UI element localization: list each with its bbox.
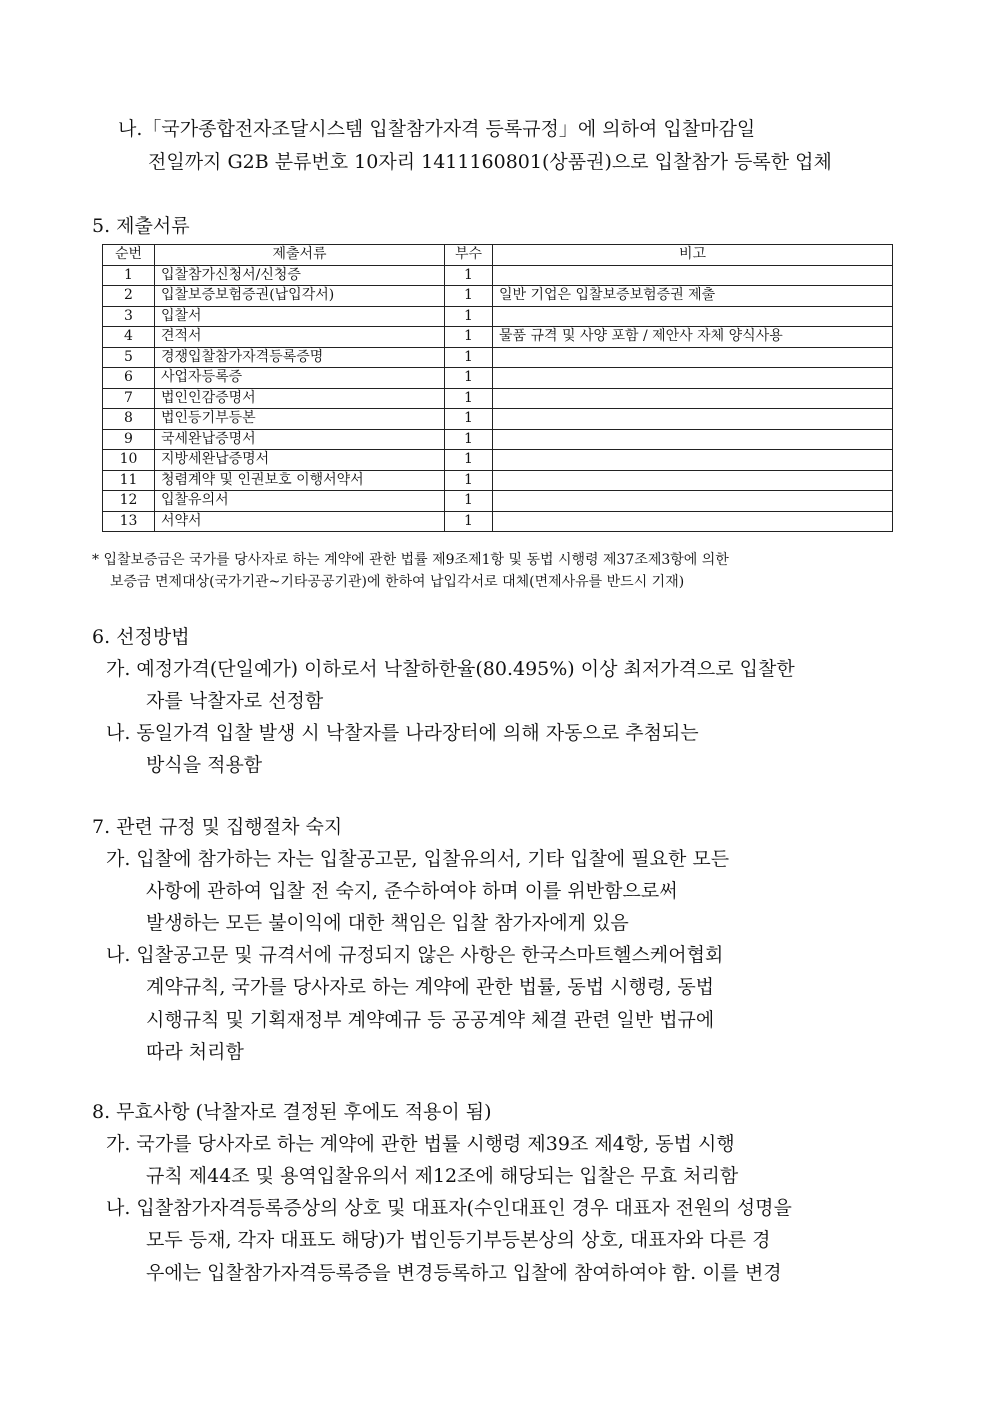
- row-remarks: [493, 306, 893, 327]
- row-copies: 1: [445, 511, 493, 532]
- header-copies: 부수: [445, 245, 493, 266]
- section-7-item-b-line-3: 시행규칙 및 기획재정부 계약예규 등 공공계약 체결 관련 일반 법규에: [146, 1009, 715, 1031]
- section-6-item-a-line-2: 자를 낙찰자로 선정함: [146, 690, 324, 712]
- table-row: [103, 265, 893, 286]
- section-5-title: 5. 제출서류: [92, 215, 190, 237]
- row-copies: 1: [445, 327, 493, 348]
- table-row: [103, 409, 893, 430]
- row-no: 9: [103, 429, 155, 450]
- row-copies: 1: [445, 491, 493, 512]
- header-no: 순번: [103, 245, 155, 266]
- row-remarks: 일반 기업은 입찰보증보험증권 제출: [493, 286, 893, 307]
- row-document: 청렴계약 및 인권보호 이행서약서: [155, 470, 445, 491]
- row-copies: 1: [445, 409, 493, 430]
- table-row: [103, 388, 893, 409]
- table-row: [103, 491, 893, 512]
- row-remarks: [493, 450, 893, 471]
- row-no: 5: [103, 347, 155, 368]
- row-document: 견적서: [155, 327, 445, 348]
- row-copies: 1: [445, 347, 493, 368]
- row-copies: 1: [445, 265, 493, 286]
- header-document: 제출서류: [155, 245, 445, 266]
- submission-documents-table: [102, 244, 893, 532]
- table-row: [103, 511, 893, 532]
- section-6-title: 6. 선정방법: [92, 626, 190, 648]
- row-no: 8: [103, 409, 155, 430]
- table-row: [103, 306, 893, 327]
- row-document: 경쟁입찰참가자격등록증명: [155, 347, 445, 368]
- row-no: 12: [103, 491, 155, 512]
- table-row: [103, 368, 893, 389]
- row-no: 7: [103, 388, 155, 409]
- row-copies: 1: [445, 286, 493, 307]
- row-remarks: 물품 규격 및 사양 포함 / 제안사 자체 양식사용: [493, 327, 893, 348]
- row-document: 서약서: [155, 511, 445, 532]
- intro-line-1: 나.「국가종합전자조달시스템 입찰참가자격 등록규정」에 의하여 입찰마감일: [118, 118, 756, 140]
- section-8-item-b-line-3: 우에는 입찰참가자격등록증을 변경등록하고 입찰에 참여하여야 함. 이를 변경: [146, 1262, 782, 1284]
- row-document: 입찰보증보험증권(납입각서): [155, 286, 445, 307]
- table-row: [103, 286, 893, 307]
- row-copies: 1: [445, 306, 493, 327]
- table-row: [103, 470, 893, 491]
- header-remarks: 비고: [493, 245, 893, 266]
- section-8-item-a-line-1: 가. 국가를 당사자로 하는 계약에 관한 법률 시행령 제39조 제4항, 동법 시행: [106, 1133, 735, 1155]
- section-7-item-a-line-3: 발생하는 모든 불이익에 대한 책임은 입찰 참가자에게 있음: [146, 912, 629, 934]
- section-6-item-b-line-1: 나. 동일가격 입찰 발생 시 낙찰자를 나라장터에 의해 자동으로 추첨되는: [106, 722, 699, 744]
- table-row: [103, 450, 893, 471]
- row-document: 사업자등록증: [155, 368, 445, 389]
- section-7-item-b-line-1: 나. 입찰공고문 및 규격서에 규정되지 않은 사항은 한국스마트헬스케어협회: [106, 944, 724, 966]
- row-no: 1: [103, 265, 155, 286]
- row-document: 법인등기부등본: [155, 409, 445, 430]
- row-no: 4: [103, 327, 155, 348]
- row-remarks: [493, 470, 893, 491]
- section-6-item-a-line-1: 가. 예정가격(단일예가) 이하로서 낙찰하한율(80.495%) 이상 최저가격으로 입찰한: [106, 658, 795, 680]
- section-7-title: 7. 관련 규정 및 집행절차 숙지: [92, 816, 343, 838]
- section-7-item-b-line-2: 계약규칙, 국가를 당사자로 하는 계약에 관한 법률, 동법 시행령, 동법: [146, 976, 715, 998]
- row-copies: 1: [445, 470, 493, 491]
- row-copies: 1: [445, 429, 493, 450]
- table-footnote-line-2: 보증금 면제대상(국가기관~기타공공기관)에 한하여 납입각서로 대체(면제사유를 반드시 기재): [110, 574, 685, 590]
- row-document: 법인인감증명서: [155, 388, 445, 409]
- section-8-item-b-line-1: 나. 입찰참가자격등록증상의 상호 및 대표자(수인대표인 경우 대표자 전원의 성명을: [106, 1197, 792, 1219]
- section-7-item-b-line-4: 따라 처리함: [146, 1041, 244, 1063]
- row-remarks: [493, 511, 893, 532]
- row-remarks: [493, 388, 893, 409]
- row-document: 입찰참가신청서/신청증: [155, 265, 445, 286]
- row-no: 3: [103, 306, 155, 327]
- row-document: 입찰유의서: [155, 491, 445, 512]
- row-remarks: [493, 429, 893, 450]
- row-document: 국세완납증명서: [155, 429, 445, 450]
- row-no: 10: [103, 450, 155, 471]
- section-8-item-b-line-2: 모두 등재, 각자 대표도 해당)가 법인등기부등본상의 상호, 대표자와 다른 경: [146, 1229, 771, 1251]
- row-document: 입찰서: [155, 306, 445, 327]
- section-8-item-a-line-2: 규칙 제44조 및 용역입찰유의서 제12조에 해당되는 입찰은 무효 처리함: [146, 1165, 739, 1187]
- table-row: [103, 347, 893, 368]
- row-remarks: [493, 368, 893, 389]
- table-row: [103, 429, 893, 450]
- row-remarks: [493, 409, 893, 430]
- section-6-item-b-line-2: 방식을 적용함: [146, 754, 263, 776]
- row-copies: 1: [445, 450, 493, 471]
- row-copies: 1: [445, 368, 493, 389]
- table-row: [103, 327, 893, 348]
- table-footnote-line-1: * 입찰보증금은 국가를 당사자로 하는 계약에 관한 법률 제9조제1항 및 동법 시행령 제37조제3항에 의한: [92, 552, 729, 568]
- row-remarks: [493, 265, 893, 286]
- row-document: 지방세완납증명서: [155, 450, 445, 471]
- table-header-row: [103, 245, 893, 266]
- section-7-item-a-line-1: 가. 입찰에 참가하는 자는 입찰공고문, 입찰유의서, 기타 입찰에 필요한 모든: [106, 848, 730, 870]
- section-8-title: 8. 무효사항 (낙찰자로 결정된 후에도 적용이 됨): [92, 1101, 492, 1123]
- row-no: 11: [103, 470, 155, 491]
- row-remarks: [493, 347, 893, 368]
- section-7-item-a-line-2: 사항에 관하여 입찰 전 숙지, 준수하여야 하며 이를 위반함으로써: [146, 880, 678, 902]
- row-no: 2: [103, 286, 155, 307]
- intro-line-2: 전일까지 G2B 분류번호 10자리 1411160801(상품권)으로 입찰참가 등록한 업체: [148, 151, 832, 173]
- row-no: 6: [103, 368, 155, 389]
- row-remarks: [493, 491, 893, 512]
- row-no: 13: [103, 511, 155, 532]
- row-copies: 1: [445, 388, 493, 409]
